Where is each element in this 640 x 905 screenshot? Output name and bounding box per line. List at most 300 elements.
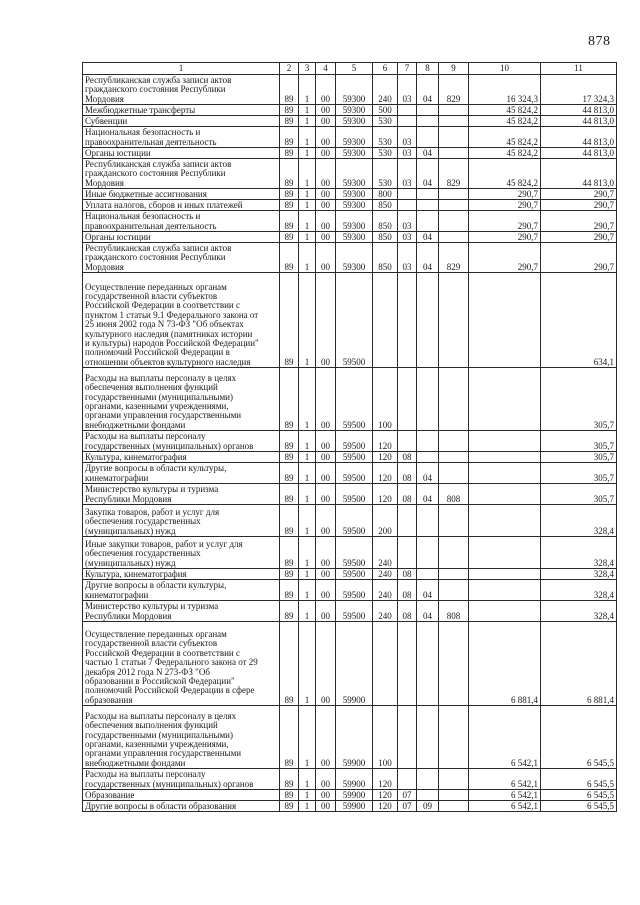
cell-name: Межбюджетные трансферты (83, 105, 280, 116)
cell-direction: 59300 (336, 159, 373, 189)
cell-chapter: 89 (280, 211, 299, 232)
cell-program: 1 (299, 243, 316, 273)
table-row (83, 200, 617, 211)
cell-amount-2021: 17 324,3 (541, 75, 617, 105)
cell-section: 03 (398, 159, 417, 189)
cell-subsection (417, 368, 439, 431)
cell-chapter: 89 (280, 484, 299, 505)
cell-name: Закупка товаров, работ и услуг для обеспечения государственных (муниципальных) нужд (83, 505, 280, 537)
cell-program: 1 (299, 537, 316, 569)
cell-amount-2020 (469, 273, 541, 368)
cell-expense-type: 850 (373, 200, 398, 211)
cell-chapter: 89 (280, 537, 299, 569)
cell-name: Министерство культуры и туризма Республики Мордовия (83, 484, 280, 505)
cell-amount-2021: 305,7 (541, 368, 617, 431)
cell-expense-type: 530 (373, 148, 398, 159)
cell-amount-2020 (469, 537, 541, 569)
cell-amount-2020: 16 324,3 (469, 75, 541, 105)
cell-amount-2021: 44 813,0 (541, 159, 617, 189)
cell-section (398, 537, 417, 569)
cell-department (439, 505, 469, 537)
cell-section: 07 (398, 801, 417, 812)
cell-amount-2021: 290,7 (541, 200, 617, 211)
cell-subsection (417, 706, 439, 769)
cell-subprogram: 00 (316, 484, 336, 505)
cell-subsection (417, 431, 439, 452)
cell-department: 829 (439, 243, 469, 273)
column-header-chapter: 2 (280, 63, 299, 75)
cell-expense-type: 120 (373, 801, 398, 812)
table-row (83, 580, 617, 601)
cell-amount-2021: 44 813,0 (541, 105, 617, 116)
cell-program: 1 (299, 431, 316, 452)
cell-subsection: 04 (417, 580, 439, 601)
table-body (83, 75, 617, 812)
table-row (83, 159, 617, 189)
cell-section (398, 273, 417, 368)
cell-subprogram: 00 (316, 622, 336, 706)
cell-chapter: 89 (280, 368, 299, 431)
table-row (83, 622, 617, 706)
cell-subprogram: 00 (316, 232, 336, 243)
cell-section (398, 622, 417, 706)
table-row (83, 148, 617, 159)
cell-subprogram: 00 (316, 105, 336, 116)
cell-chapter: 89 (280, 105, 299, 116)
cell-amount-2020: 6 542,1 (469, 801, 541, 812)
cell-direction: 59300 (336, 127, 373, 148)
table-row (83, 484, 617, 505)
column-header-name: 1 (83, 63, 280, 75)
cell-chapter: 89 (280, 159, 299, 189)
cell-amount-2020 (469, 569, 541, 580)
cell-section (398, 116, 417, 127)
table-row (83, 505, 617, 537)
cell-expense-type: 240 (373, 580, 398, 601)
cell-direction: 59300 (336, 211, 373, 232)
cell-expense-type (373, 622, 398, 706)
cell-department (439, 622, 469, 706)
cell-chapter: 89 (280, 452, 299, 463)
cell-name: Субвенции (83, 116, 280, 127)
cell-expense-type: 120 (373, 463, 398, 484)
cell-name: Органы юстиции (83, 232, 280, 243)
cell-department: 829 (439, 159, 469, 189)
cell-section: 08 (398, 580, 417, 601)
cell-direction: 59500 (336, 537, 373, 569)
cell-program: 1 (299, 148, 316, 159)
cell-subsection (417, 116, 439, 127)
cell-subsection (417, 127, 439, 148)
cell-subsection (417, 189, 439, 200)
cell-name: Расходы на выплаты персоналу в целях обеспечения выполнения функций государственными (муниципальными) органами, казенными учреждениями, органами управления государственными внебюджетными фондами (83, 368, 280, 431)
cell-department (439, 569, 469, 580)
cell-expense-type: 500 (373, 105, 398, 116)
cell-amount-2020: 290,7 (469, 189, 541, 200)
cell-amount-2021: 305,7 (541, 463, 617, 484)
table-row (83, 537, 617, 569)
table-row (83, 769, 617, 790)
cell-amount-2021: 328,4 (541, 601, 617, 622)
cell-subprogram: 00 (316, 452, 336, 463)
cell-expense-type: 120 (373, 790, 398, 801)
cell-amount-2021: 290,7 (541, 243, 617, 273)
table-row (83, 116, 617, 127)
cell-amount-2020 (469, 484, 541, 505)
cell-direction: 59500 (336, 452, 373, 463)
cell-name: Органы юстиции (83, 148, 280, 159)
cell-direction: 59500 (336, 273, 373, 368)
cell-chapter: 89 (280, 622, 299, 706)
cell-subprogram: 00 (316, 368, 336, 431)
cell-subprogram: 00 (316, 569, 336, 580)
cell-direction: 59900 (336, 769, 373, 790)
cell-department: 808 (439, 601, 469, 622)
cell-name: Культура, кинематография (83, 569, 280, 580)
cell-chapter: 89 (280, 505, 299, 537)
cell-section: 03 (398, 127, 417, 148)
cell-direction: 59900 (336, 706, 373, 769)
cell-subprogram: 00 (316, 116, 336, 127)
cell-subsection (417, 200, 439, 211)
cell-section (398, 368, 417, 431)
cell-chapter: 89 (280, 706, 299, 769)
cell-department (439, 769, 469, 790)
cell-subprogram: 00 (316, 211, 336, 232)
cell-direction: 59500 (336, 569, 373, 580)
cell-section: 07 (398, 790, 417, 801)
cell-direction: 59300 (336, 116, 373, 127)
page-number: 878 (588, 34, 611, 49)
cell-amount-2021: 634,1 (541, 273, 617, 368)
cell-section: 08 (398, 463, 417, 484)
cell-department (439, 105, 469, 116)
cell-subsection (417, 569, 439, 580)
cell-expense-type: 850 (373, 232, 398, 243)
cell-program: 1 (299, 580, 316, 601)
cell-section: 08 (398, 452, 417, 463)
table-row (83, 801, 617, 812)
cell-program: 1 (299, 273, 316, 368)
cell-program: 1 (299, 116, 316, 127)
cell-section (398, 105, 417, 116)
cell-name: Осуществление переданных органам государственной власти субъектов Российской Федерации в соответствии с пунктом 1 статьи 9.1 Федерального закона от 25 июня 2002 года N 73-ФЗ "Об объектах культурного наследия (памятниках истории и культуры) народов Российской Федерации" полномочий Российской Федерации в отношении объектов культурного наследия (83, 273, 280, 368)
cell-amount-2021: 328,4 (541, 537, 617, 569)
header-row (83, 63, 617, 75)
column-header-program: 3 (299, 63, 316, 75)
cell-department (439, 211, 469, 232)
cell-program: 1 (299, 232, 316, 243)
cell-amount-2021: 6 545,5 (541, 790, 617, 801)
cell-department (439, 148, 469, 159)
cell-amount-2021: 44 813,0 (541, 116, 617, 127)
cell-subsection: 04 (417, 159, 439, 189)
cell-amount-2021: 290,7 (541, 211, 617, 232)
cell-department (439, 232, 469, 243)
column-header-section: 7 (398, 63, 417, 75)
cell-department (439, 452, 469, 463)
cell-section (398, 505, 417, 537)
cell-department (439, 463, 469, 484)
cell-program: 1 (299, 601, 316, 622)
cell-expense-type: 120 (373, 484, 398, 505)
cell-amount-2020 (469, 463, 541, 484)
cell-direction: 59500 (336, 463, 373, 484)
cell-program: 1 (299, 452, 316, 463)
table-row (83, 463, 617, 484)
cell-expense-type: 200 (373, 505, 398, 537)
cell-chapter: 89 (280, 431, 299, 452)
cell-amount-2020 (469, 505, 541, 537)
table-row (83, 232, 617, 243)
cell-subsection: 09 (417, 801, 439, 812)
cell-department (439, 537, 469, 569)
cell-department (439, 790, 469, 801)
cell-section (398, 200, 417, 211)
cell-name: Другие вопросы в области культуры, кинематографии (83, 580, 280, 601)
table-row (83, 127, 617, 148)
column-header-subprogram: 4 (316, 63, 336, 75)
cell-expense-type: 120 (373, 452, 398, 463)
cell-subprogram: 00 (316, 790, 336, 801)
cell-expense-type: 240 (373, 75, 398, 105)
table-row (83, 211, 617, 232)
cell-expense-type: 530 (373, 159, 398, 189)
cell-name: Расходы на выплаты персоналу в целях обеспечения выполнения функций государственными (муниципальными) органами, казенными учреждениями, органами управления государственными внебюджетными фондами (83, 706, 280, 769)
cell-department: 829 (439, 75, 469, 105)
cell-amount-2021: 290,7 (541, 232, 617, 243)
cell-amount-2021: 6 881,4 (541, 622, 617, 706)
cell-amount-2020: 290,7 (469, 232, 541, 243)
cell-subprogram: 00 (316, 801, 336, 812)
cell-expense-type: 850 (373, 243, 398, 273)
cell-amount-2021: 44 813,0 (541, 148, 617, 159)
cell-expense-type: 530 (373, 127, 398, 148)
cell-name: Республиканская служба записи актов гражданского состояния Республики Мордовия (83, 243, 280, 273)
cell-expense-type: 800 (373, 189, 398, 200)
cell-subprogram: 00 (316, 200, 336, 211)
cell-direction: 59500 (336, 431, 373, 452)
cell-name: Республиканская служба записи актов гражданского состояния Республики Мордовия (83, 159, 280, 189)
column-header-direction: 5 (336, 63, 373, 75)
cell-name: Культура, кинематография (83, 452, 280, 463)
cell-amount-2020 (469, 452, 541, 463)
cell-amount-2020: 290,7 (469, 200, 541, 211)
cell-program: 1 (299, 801, 316, 812)
cell-subprogram: 00 (316, 580, 336, 601)
cell-program: 1 (299, 569, 316, 580)
cell-amount-2021: 305,7 (541, 484, 617, 505)
cell-section: 03 (398, 75, 417, 105)
cell-subsection (417, 211, 439, 232)
cell-program: 1 (299, 75, 316, 105)
cell-expense-type (373, 273, 398, 368)
table-row (83, 790, 617, 801)
cell-direction: 59300 (336, 200, 373, 211)
cell-section: 08 (398, 569, 417, 580)
cell-program: 1 (299, 505, 316, 537)
cell-name: Осуществление переданных органам государственной власти субъектов Российской Федерации в соответствии с частью 1 статьи 7 Федерального закона от 29 декабря 2012 года N 273-ФЗ "Об образовании в Российской Федерации" полномочий Российской Федерации в сфере образования (83, 622, 280, 706)
column-header-subsection: 8 (417, 63, 439, 75)
cell-name: Национальная безопасность и правоохранительная деятельность (83, 211, 280, 232)
cell-program: 1 (299, 211, 316, 232)
cell-section (398, 431, 417, 452)
table-row (83, 569, 617, 580)
cell-section: 08 (398, 484, 417, 505)
cell-chapter: 89 (280, 75, 299, 105)
cell-subsection: 04 (417, 601, 439, 622)
cell-chapter: 89 (280, 580, 299, 601)
cell-amount-2021: 290,7 (541, 189, 617, 200)
cell-subsection: 04 (417, 484, 439, 505)
cell-amount-2021: 328,4 (541, 569, 617, 580)
cell-subsection: 04 (417, 75, 439, 105)
cell-direction: 59300 (336, 148, 373, 159)
cell-program: 1 (299, 484, 316, 505)
cell-chapter: 89 (280, 189, 299, 200)
cell-chapter: 89 (280, 116, 299, 127)
table-row (83, 452, 617, 463)
cell-amount-2021: 328,4 (541, 580, 617, 601)
cell-amount-2020: 45 824,2 (469, 105, 541, 116)
cell-program: 1 (299, 200, 316, 211)
cell-amount-2020 (469, 580, 541, 601)
cell-subsection (417, 505, 439, 537)
cell-department (439, 273, 469, 368)
cell-direction: 59300 (336, 189, 373, 200)
cell-amount-2021: 305,7 (541, 452, 617, 463)
cell-chapter: 89 (280, 769, 299, 790)
cell-subsection: 04 (417, 148, 439, 159)
cell-amount-2021: 6 545,5 (541, 706, 617, 769)
cell-amount-2020: 45 824,2 (469, 127, 541, 148)
cell-subprogram: 00 (316, 505, 336, 537)
column-header-department: 9 (439, 63, 469, 75)
cell-department (439, 801, 469, 812)
cell-chapter: 89 (280, 148, 299, 159)
cell-program: 1 (299, 127, 316, 148)
cell-department (439, 580, 469, 601)
cell-direction: 59300 (336, 232, 373, 243)
cell-chapter: 89 (280, 801, 299, 812)
cell-name: Иные бюджетные ассигнования (83, 189, 280, 200)
cell-department (439, 189, 469, 200)
cell-section: 03 (398, 243, 417, 273)
cell-program: 1 (299, 189, 316, 200)
cell-subprogram: 00 (316, 189, 336, 200)
cell-chapter: 89 (280, 790, 299, 801)
cell-amount-2020: 290,7 (469, 243, 541, 273)
cell-amount-2020: 45 824,2 (469, 148, 541, 159)
cell-subprogram: 00 (316, 127, 336, 148)
cell-expense-type: 240 (373, 537, 398, 569)
cell-department (439, 200, 469, 211)
cell-amount-2021: 328,4 (541, 505, 617, 537)
column-header-expense-type: 6 (373, 63, 398, 75)
cell-direction: 59500 (336, 484, 373, 505)
cell-section (398, 189, 417, 200)
table-row (83, 75, 617, 105)
cell-subprogram: 00 (316, 431, 336, 452)
cell-department: 808 (439, 484, 469, 505)
cell-subprogram: 00 (316, 273, 336, 368)
cell-expense-type: 530 (373, 116, 398, 127)
cell-amount-2020: 290,7 (469, 211, 541, 232)
cell-amount-2020: 45 824,2 (469, 116, 541, 127)
cell-subprogram: 00 (316, 601, 336, 622)
cell-section: 08 (398, 601, 417, 622)
cell-expense-type: 240 (373, 569, 398, 580)
column-header-amount-2020: 10 (469, 63, 541, 75)
cell-program: 1 (299, 706, 316, 769)
cell-subsection (417, 105, 439, 116)
cell-direction: 59500 (336, 505, 373, 537)
cell-amount-2020: 6 542,1 (469, 706, 541, 769)
cell-name: Расходы на выплаты персоналу государственных (муниципальных) органов (83, 769, 280, 790)
cell-expense-type: 120 (373, 769, 398, 790)
cell-chapter: 89 (280, 273, 299, 368)
cell-program: 1 (299, 105, 316, 116)
cell-name: Уплата налогов, сборов и иных платежей (83, 200, 280, 211)
cell-chapter: 89 (280, 243, 299, 273)
cell-section: 03 (398, 148, 417, 159)
cell-amount-2021: 6 545,5 (541, 801, 617, 812)
cell-direction: 59300 (336, 243, 373, 273)
cell-subprogram: 00 (316, 706, 336, 769)
cell-name: Другие вопросы в области культуры, кинематографии (83, 463, 280, 484)
cell-amount-2020: 6 542,1 (469, 790, 541, 801)
cell-name: Другие вопросы в области образования (83, 801, 280, 812)
cell-subprogram: 00 (316, 243, 336, 273)
cell-subprogram: 00 (316, 537, 336, 569)
cell-direction: 59500 (336, 580, 373, 601)
cell-amount-2021: 305,7 (541, 431, 617, 452)
cell-chapter: 89 (280, 463, 299, 484)
cell-section: 03 (398, 211, 417, 232)
cell-subsection (417, 769, 439, 790)
cell-name: Иные закупки товаров, работ и услуг для обеспечения государственных (муниципальных) нужд (83, 537, 280, 569)
table-row (83, 431, 617, 452)
cell-subsection (417, 452, 439, 463)
cell-direction: 59900 (336, 801, 373, 812)
cell-chapter: 89 (280, 569, 299, 580)
cell-direction: 59900 (336, 622, 373, 706)
cell-amount-2020: 6 542,1 (469, 769, 541, 790)
cell-name: Образование (83, 790, 280, 801)
table-row (83, 368, 617, 431)
cell-expense-type: 120 (373, 431, 398, 452)
cell-direction: 59500 (336, 368, 373, 431)
cell-expense-type: 240 (373, 601, 398, 622)
cell-subprogram: 00 (316, 463, 336, 484)
cell-section (398, 706, 417, 769)
cell-amount-2021: 6 545,5 (541, 769, 617, 790)
cell-chapter: 89 (280, 200, 299, 211)
cell-section (398, 769, 417, 790)
cell-direction: 59300 (336, 75, 373, 105)
cell-chapter: 89 (280, 127, 299, 148)
table-row (83, 601, 617, 622)
cell-expense-type: 850 (373, 211, 398, 232)
cell-department (439, 368, 469, 431)
cell-expense-type: 100 (373, 706, 398, 769)
cell-chapter: 89 (280, 601, 299, 622)
cell-chapter: 89 (280, 232, 299, 243)
cell-section: 03 (398, 232, 417, 243)
cell-program: 1 (299, 463, 316, 484)
budget-table (82, 62, 617, 812)
cell-name: Расходы на выплаты персоналу государственных (муниципальных) органов (83, 431, 280, 452)
